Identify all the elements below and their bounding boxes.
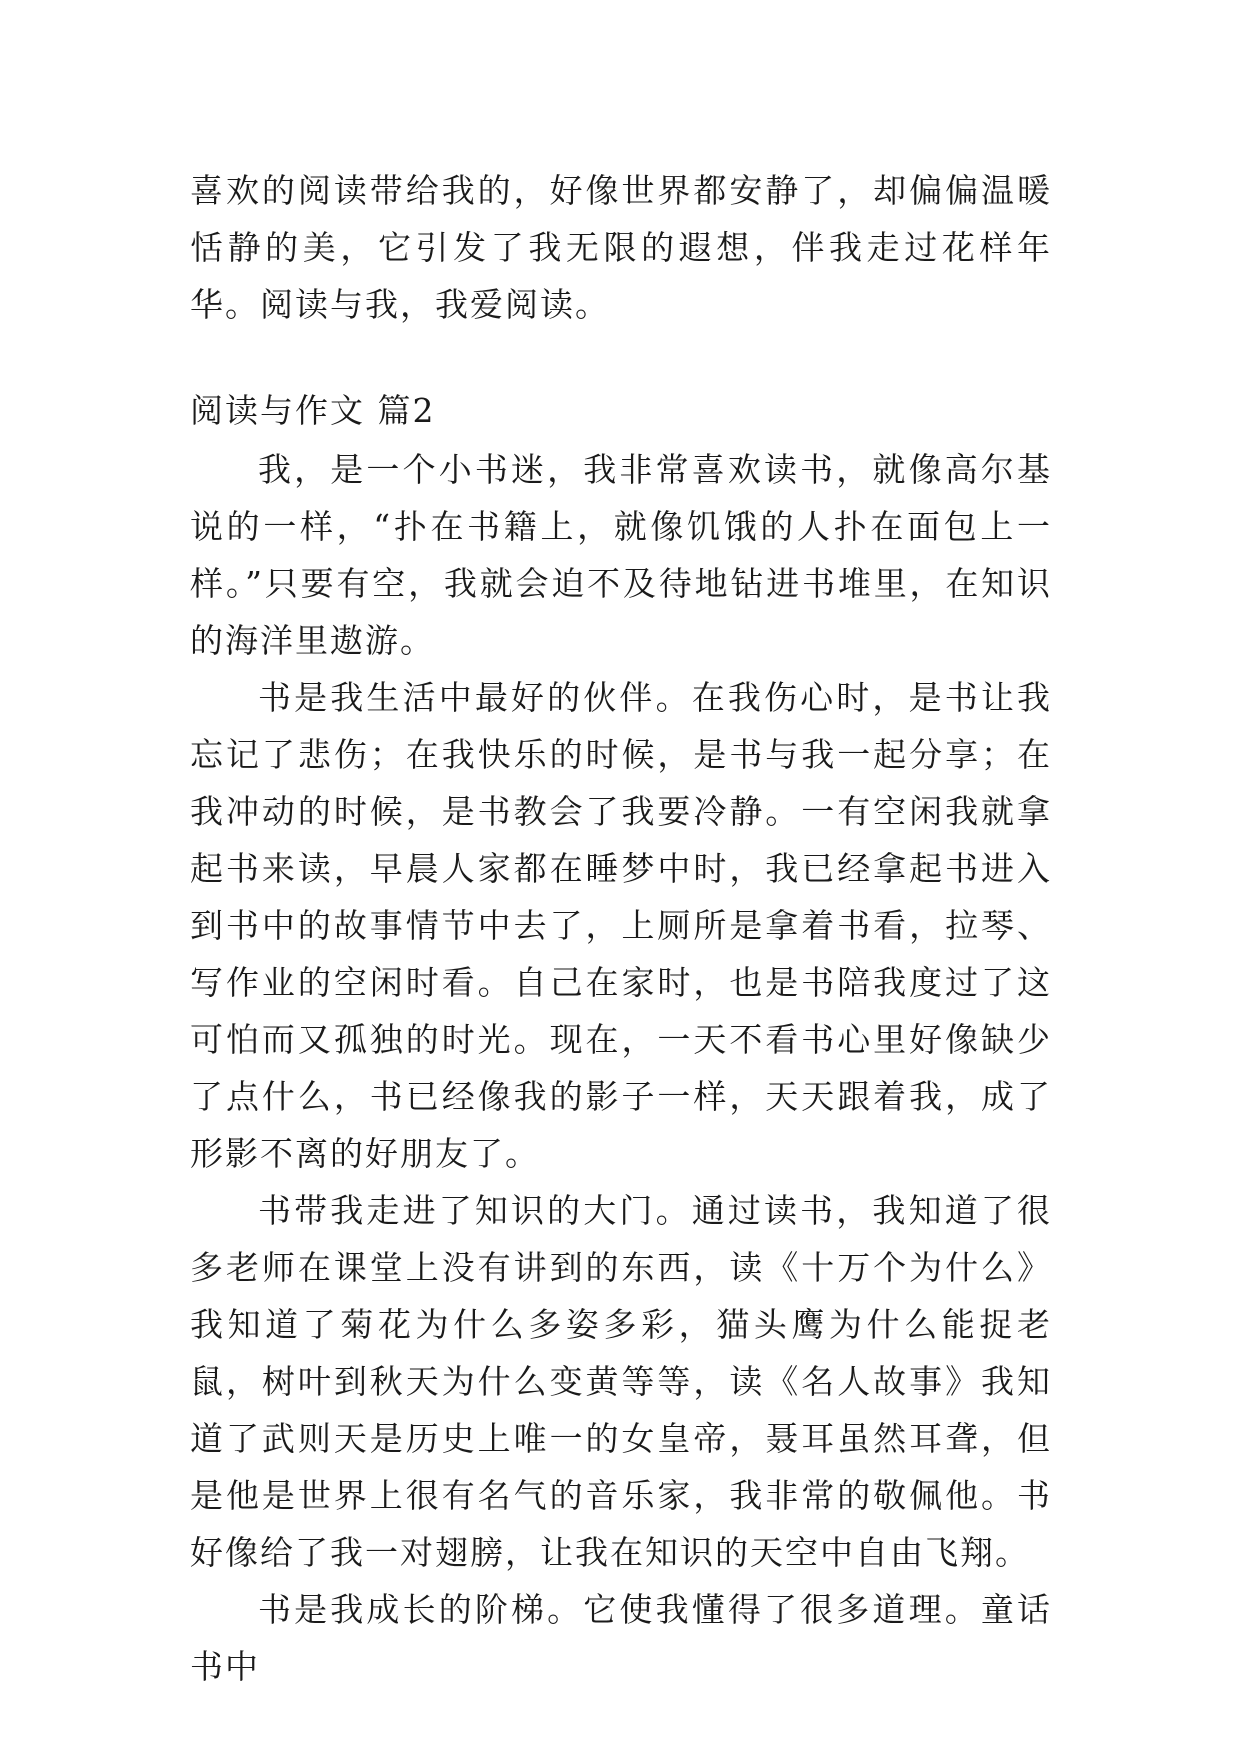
document-body xyxy=(190,162,1052,1695)
body-paragraph-2: 书是我生活中最好的伙伴。在我伤心时，是书让我忘记了悲伤；在我快乐的时候，是书与我一起分享；在我冲动的时候，是书教会了我要冷静。一有空闲我就拿起书来读，早晨人家都在睡梦中时，我已经拿起书进入到书中的故事情节中去了，上厕所是拿着书看，拉琴、写作业的空闲时看。自己在家时，也是书陪我度过了这可怕而又孤独的时光。现在，一天不看书心里好像缺少了点什么，书已经像我的影子一样，天天跟着我，成了形影不离的好朋友了。 xyxy=(190,678,1052,1173)
body-paragraph-4: 书是我成长的阶梯。它使我懂得了很多道理。童话书中 xyxy=(190,1590,1052,1686)
continuation-paragraph: 喜欢的阅读带给我的，好像世界都安静了，却偏偏温暖恬静的美，它引发了我无限的遐想，伴我走过花样年华。阅读与我，我爱阅读。 xyxy=(190,171,1052,324)
body-paragraph-3: 书带我走进了知识的大门。通过读书，我知道了很多老师在课堂上没有讲到的东西，读《十万个为什么》我知道了菊花为什么多姿多彩，猫头鹰为什么能捉老鼠，树叶到秋天为什么变黄等等，读《名人故事》我知道了武则天是历史上唯一的女皇帝，聂耳虽然耳聋，但是他是世界上很有名气的音乐家，我非常的敬佩他。书好像给了我一对翅膀，让我在知识的天空中自由飞翔。 xyxy=(190,1191,1052,1572)
body-paragraph-1: 我，是一个小书迷，我非常喜欢读书，就像高尔基说的一样，“扑在书籍上，就像饥饿的人扑在面包上一样。”只要有空，我就会迫不及待地钻进书堆里，在知识的海洋里遨游。 xyxy=(190,450,1052,660)
section-title: 阅读与作文 篇2 xyxy=(190,391,436,430)
